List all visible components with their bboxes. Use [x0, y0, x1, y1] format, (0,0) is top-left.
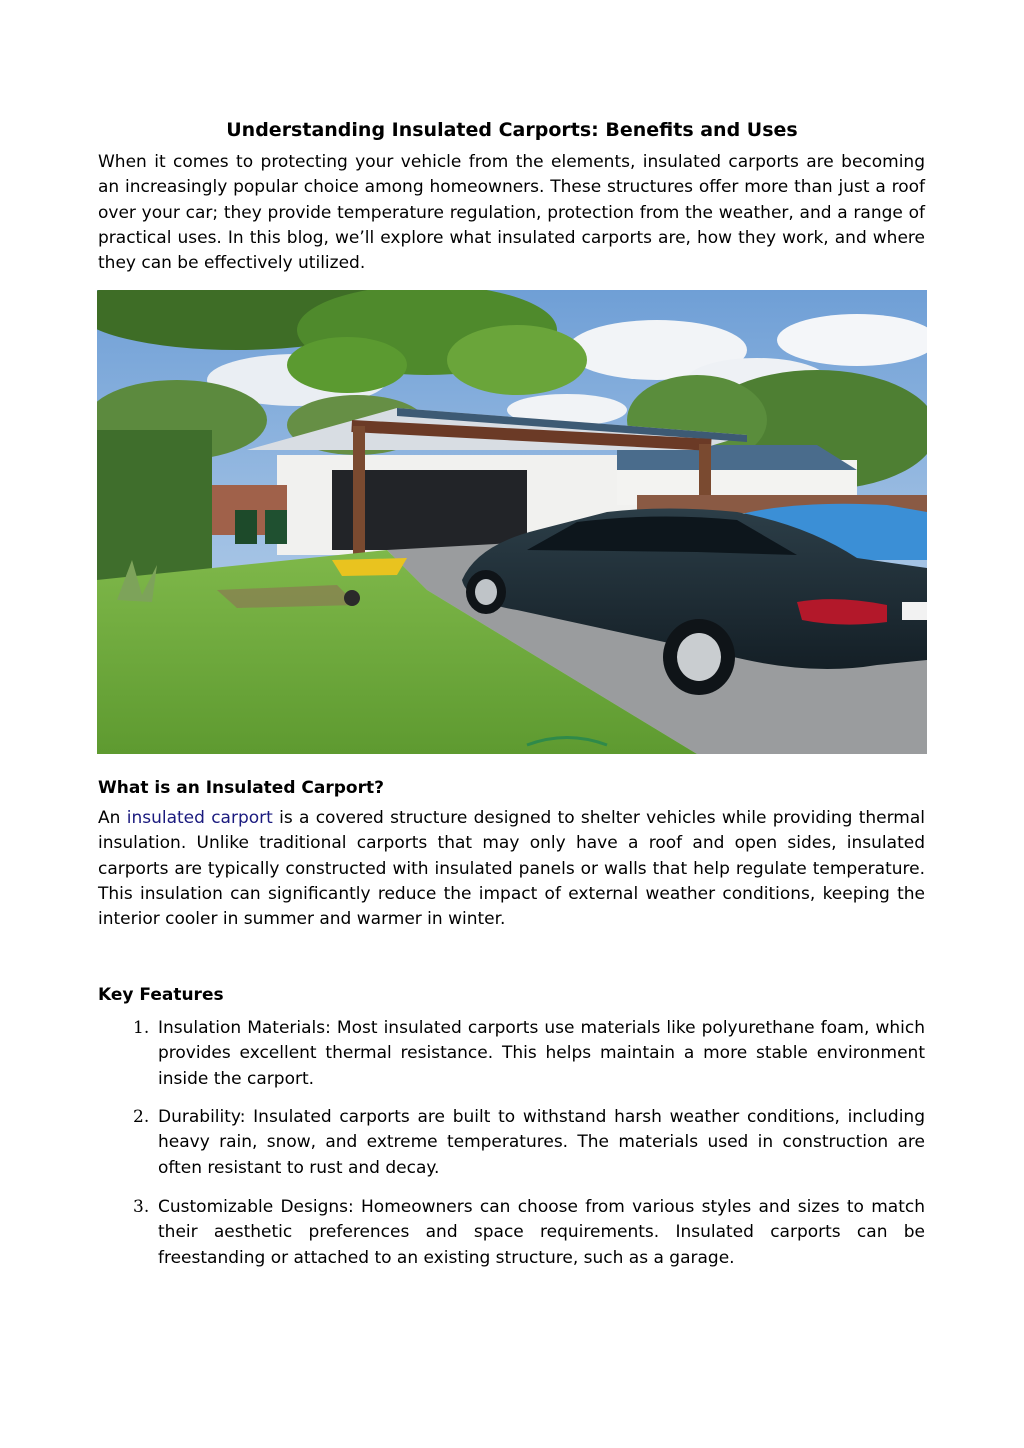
list-item-number: 3. [133, 1197, 150, 1217]
list-item-text: Insulation Materials: Most insulated carports use materials like polyurethane foam, which provides excellent thermal resistance. This helps maintain a more stable environment inside the carport. [158, 1018, 925, 1089]
insulated-carport-link[interactable]: insulated carport [126, 808, 273, 828]
section-what-is-paragraph [98, 806, 925, 932]
carport-photo [97, 290, 927, 754]
page-title: Understanding Insulated Carports: Benefits and Uses [226, 119, 798, 141]
list-item-number: 2. [133, 1107, 150, 1127]
intro-paragraph: When it comes to protecting your vehicle from the elements, insulated carports are becoming an increasingly popular choice among homeowners. These structures offer more than just a roof over your car; they provide temperature regulation, protection from the weather, and a range of practical uses. In this blog, we’ll explore what insulated carports are, how they work, and where they can be effectively utilized. [98, 152, 925, 274]
list-item-text: Durability: Insulated carports are built to withstand harsh weather conditions, including heavy rain, snow, and extreme temperatures. The materials used in construction are often resistant to rust and decay. [158, 1107, 925, 1178]
paragraph-body: is a covered structure designed to shelter vehicles while providing thermal insulation. Unlike traditional carports that may only have a roof and open sides, insulated carports are typically constructed with insulated panels or walls that help regulate temperature. This insulation can significantly reduce the impact of external weather conditions, keeping the interior cooler in summer and warmer in winter. [98, 808, 925, 930]
list-item-number: 1. [133, 1018, 150, 1038]
section-heading-what-is: What is an Insulated Carport? [98, 778, 384, 798]
paragraph-lead: An [98, 808, 127, 828]
list-item-text: Customizable Designs: Homeowners can choose from various styles and sizes to match their aesthetic preferences and space requirements. Insulated carports can be freestanding or attached to an existing structure, such as a garage. [158, 1197, 925, 1268]
section-heading-key-features: Key Features [98, 985, 224, 1005]
